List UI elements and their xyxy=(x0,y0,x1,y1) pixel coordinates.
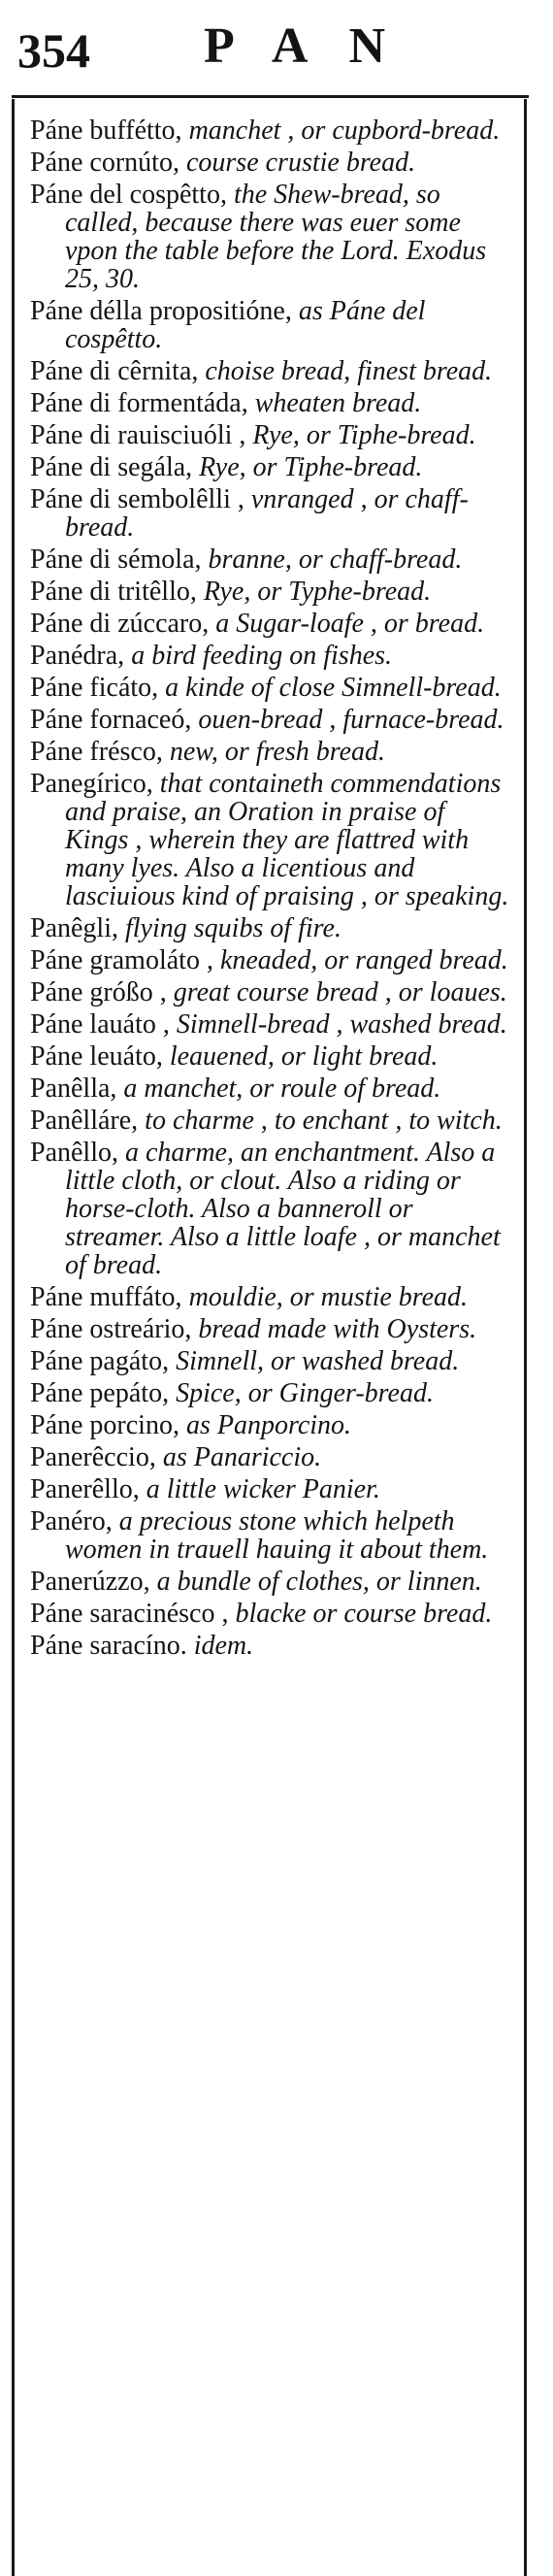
dictionary-entry xyxy=(30,297,510,353)
dictionary-entry xyxy=(30,1568,510,1596)
dictionary-entry xyxy=(30,389,510,417)
entry-gloss: course crustie bread. xyxy=(185,148,416,178)
dictionary-entry xyxy=(30,770,510,910)
entry-headword: Páne ostreário, xyxy=(30,1314,192,1344)
dictionary-entry xyxy=(30,642,510,670)
entry-headword: Páne buffétto, xyxy=(30,116,182,146)
entry-headword: Páne muffáto, xyxy=(30,1282,182,1312)
entry-gloss: as Páne del cospêtto. xyxy=(65,296,426,354)
dictionary-entry xyxy=(30,181,510,293)
dictionary-entry xyxy=(30,914,510,942)
entry-gloss: ouen-bread , furnace-bread. xyxy=(198,705,504,735)
entry-gloss: great course bread , or loaues. xyxy=(173,977,507,1007)
entry-gloss: Rye, or Tiphe-bread. xyxy=(252,420,476,450)
entry-gloss: a bundle of clothes, or linnen. xyxy=(156,1567,482,1597)
entry-gloss: bread made with Oysters. xyxy=(198,1314,477,1344)
dictionary-entry xyxy=(30,1347,510,1375)
entry-headword: Páne gramoláto , xyxy=(30,945,213,975)
entry-gloss: a kinde of close Simnell-bread. xyxy=(165,673,502,703)
header-rule xyxy=(12,95,529,98)
entry-headword: Panerúzzo, xyxy=(30,1567,150,1597)
dictionary-entry xyxy=(30,1010,510,1039)
entry-headword: Páne del cospêtto, xyxy=(30,180,227,210)
entry-headword: Páne di segála, xyxy=(30,452,193,482)
entry-headword: Páne lauáto , xyxy=(30,1009,170,1040)
entry-headword: Páne di formentáda, xyxy=(30,388,248,418)
dictionary-entry xyxy=(30,738,510,766)
entry-headword: Páne di tritêllo, xyxy=(30,577,197,607)
entry-gloss: manchet , or cupbord-bread. xyxy=(188,116,501,146)
entry-headword: Páne pepáto, xyxy=(30,1378,170,1408)
dictionary-entry xyxy=(30,1411,510,1439)
entry-gloss: blacke or course bread. xyxy=(235,1599,493,1629)
dictionary-entry xyxy=(30,545,510,574)
entry-headword: Páne leuáto, xyxy=(30,1041,163,1072)
entry-headword: Páne gróßo , xyxy=(30,977,167,1007)
dictionary-entry xyxy=(30,1074,510,1103)
dictionary-entry xyxy=(30,706,510,734)
entry-headword: Páne di sembolêlli , xyxy=(30,484,244,514)
dictionary-entry xyxy=(30,674,510,702)
dictionary-entry xyxy=(30,1507,510,1564)
entry-headword: Panêgli, xyxy=(30,913,118,943)
entry-gloss: a precious stone which helpeth women in trauell hauing it about them. xyxy=(65,1506,489,1565)
entry-gloss: idem. xyxy=(193,1631,254,1661)
dictionary-entry xyxy=(30,116,510,145)
dictionary-entry xyxy=(30,149,510,177)
entry-gloss: flying squibs of fire. xyxy=(125,913,342,943)
entry-gloss: a Sugar-loafe , or bread. xyxy=(215,609,485,639)
page-number: 354 xyxy=(17,23,90,78)
entry-headword: Páne ficáto, xyxy=(30,673,159,703)
entry-gloss: wheaten bread. xyxy=(254,388,422,418)
dictionary-entry xyxy=(30,1475,510,1503)
entry-gloss: Rye, or Typhe-bread. xyxy=(203,577,432,607)
entry-gloss: Spice, or Ginger-bread. xyxy=(176,1378,434,1408)
entry-headword: Panêlla, xyxy=(30,1073,117,1104)
entry-gloss: branne, or chaff-bread. xyxy=(208,545,463,575)
entry-gloss: mouldie, or mustie bread. xyxy=(188,1282,469,1312)
dictionary-entry xyxy=(30,1632,510,1660)
dictionary-entry xyxy=(30,357,510,385)
dictionary-entry xyxy=(30,1139,510,1279)
page-header xyxy=(0,0,553,99)
dictionary-entry xyxy=(30,946,510,974)
entry-headword: Panédra, xyxy=(30,641,125,671)
entry-headword: Panegírico, xyxy=(30,769,153,799)
entry-gloss: as Panporcino. xyxy=(185,1410,352,1440)
entry-gloss: vnranged , or chaff-bread. xyxy=(65,484,469,543)
dictionary-entry xyxy=(30,1443,510,1471)
entry-headword: Páne porcino, xyxy=(30,1410,179,1440)
entry-headword: Páne di rauisciuóli , xyxy=(30,420,246,450)
dictionary-entry xyxy=(30,1283,510,1311)
entry-gloss: new, or fresh bread. xyxy=(169,737,385,767)
entry-headword: Páne saracíno. xyxy=(30,1631,187,1661)
entry-gloss: leauened, or light bread. xyxy=(169,1041,439,1072)
entry-headword: Panéro, xyxy=(30,1506,113,1536)
entry-gloss: a manchet, or roule of bread. xyxy=(123,1073,441,1104)
entry-gloss: Simnell, or washed bread. xyxy=(176,1346,460,1376)
dictionary-entry xyxy=(30,1315,510,1343)
entry-gloss: choise bread, finest bread. xyxy=(205,356,493,386)
entry-gloss: a little wicker Panier. xyxy=(146,1474,380,1504)
entry-headword: Panerêccio, xyxy=(30,1442,156,1472)
entry-gloss: Rye, or Tiphe-bread. xyxy=(199,452,423,482)
entry-headword: Panerêllo, xyxy=(30,1474,140,1504)
entry-headword: Páne fornaceó, xyxy=(30,705,192,735)
entry-headword: Páne saracinésco , xyxy=(30,1599,229,1629)
dictionary-entry xyxy=(30,1600,510,1628)
entry-gloss: a charme, an enchantment. Also a little cloth, or clout. Also a riding or horse-cloth. Also a banneroll or streamer. Also a little loafe , or manchet of bread. xyxy=(65,1138,501,1280)
dictionary-entry xyxy=(30,978,510,1007)
entry-gloss: Simnell-bread , washed bread. xyxy=(176,1009,507,1040)
dictionary-entry xyxy=(30,421,510,449)
entry-headword: Páne cornúto, xyxy=(30,148,179,178)
dictionary-entry xyxy=(30,610,510,638)
entry-headword: Panêllo, xyxy=(30,1138,118,1168)
dictionary-column xyxy=(12,99,527,2576)
dictionary-entry xyxy=(30,578,510,606)
entry-headword: Panêlláre, xyxy=(30,1106,139,1136)
entry-gloss: kneaded, or ranged bread. xyxy=(219,945,508,975)
running-head: PAN xyxy=(204,18,427,74)
dictionary-entry xyxy=(30,1106,510,1135)
entry-headword: Páne di cêrnita, xyxy=(30,356,199,386)
entry-headword: Páne di zúccaro, xyxy=(30,609,210,639)
dictionary-entry xyxy=(30,1379,510,1407)
entry-headword: Páne pagáto, xyxy=(30,1346,170,1376)
entry-gloss: a bird feeding on fishes. xyxy=(131,641,393,671)
dictionary-entry xyxy=(30,1042,510,1071)
entry-gloss: that containeth commendations and praise, an Oration in praise of Kings , wherein they are flattred with many lyes. Also a licentious and lasciuious kind of praising , or speaking. xyxy=(65,769,509,911)
dictionary-entry xyxy=(30,453,510,481)
entry-gloss: the Shew-bread, so called, because there was euer some vpon the table before the Lord. Exodus 25, 30. xyxy=(65,180,487,294)
entry-headword: Páne délla propositióne, xyxy=(30,296,292,326)
entry-headword: Páne frésco, xyxy=(30,737,163,767)
entry-gloss: as Panariccio. xyxy=(162,1442,322,1472)
entry-gloss: to charme , to enchant , to witch. xyxy=(145,1106,503,1136)
entry-headword: Páne di sémola, xyxy=(30,545,202,575)
dictionary-entry xyxy=(30,485,510,542)
